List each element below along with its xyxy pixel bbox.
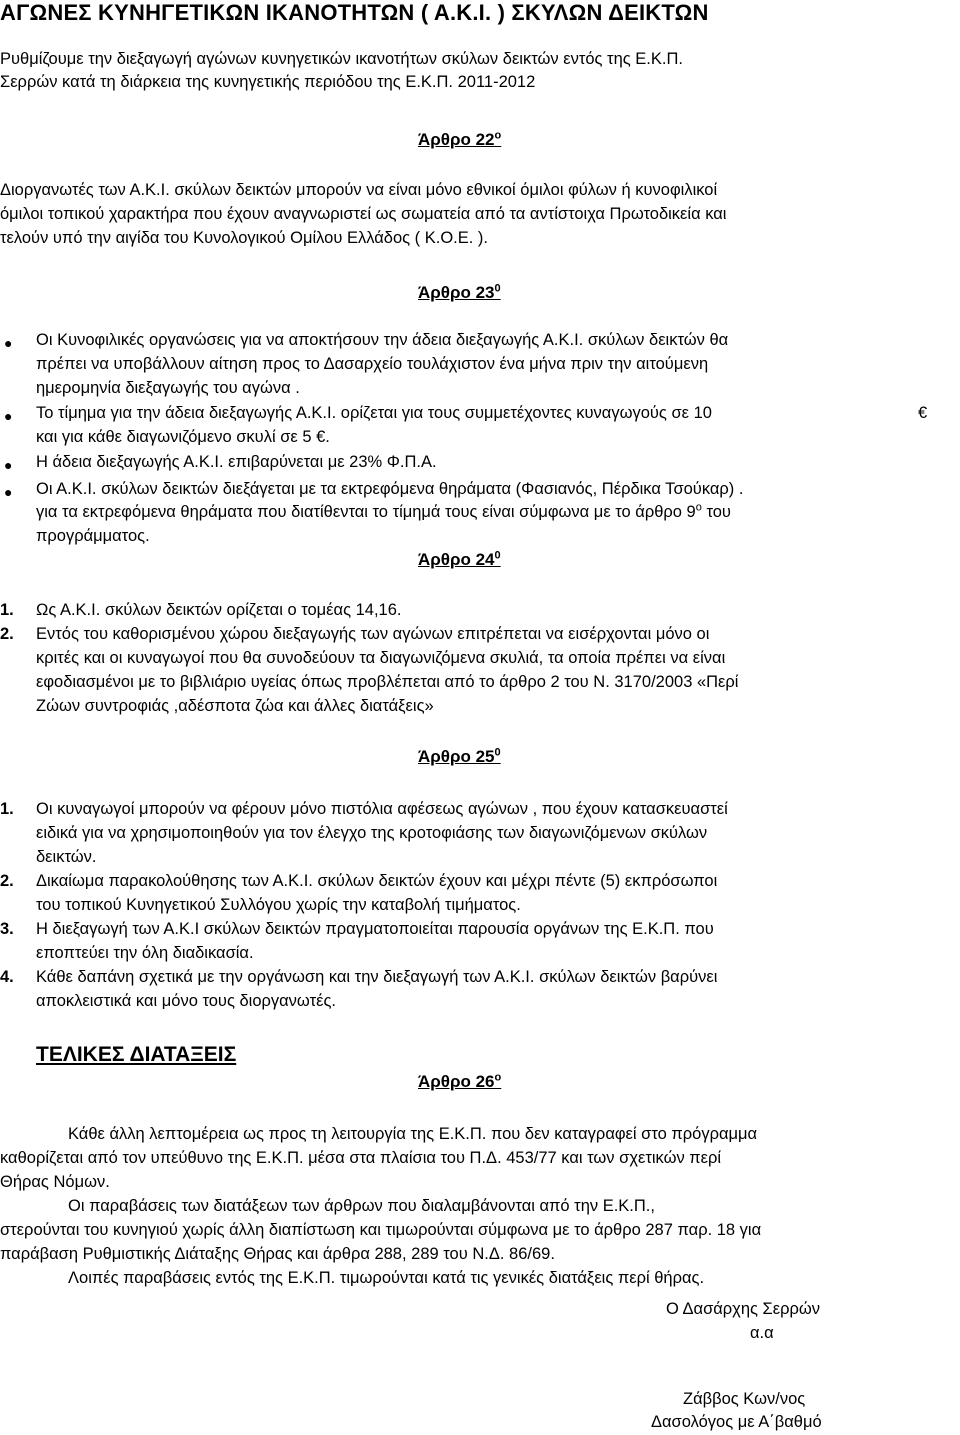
article-22-title: Άρθρο $22^o$ [418,129,502,149]
signature-aa: α.α [750,1324,774,1342]
article-26-title: Άρθρο $26^o$ [418,1071,502,1091]
document-page: ΑΓΩΝΕΣ ΚΥΝΗΓΕΤΙΚΩΝ ΙΚΑΝΟΤΗΤΩΝ ( Α.Κ.Ι. ) ΣΚΥΛΩΝ ΔΕΙΚΤΩΝ Ρυθμίζουμε την διεξαγωγή αγώνων κυνηγετικών ικανοτήτων σκύλων δεικτών εντός της Ε.Κ.Π. Σερρών κατά τη διάρκεια της κυνηγετικής περιόδου της Ε.Κ.Π. 2011-2012 Άρθρο $22^o$ Διοργανωτές των Α.Κ.Ι. σκύλων δεικτών μπορούν να είναι μόνο εθνικοί όμιλοι φύλων ή κυνοφιλικοί όμιλοι τοπικού χαρακτήρα που έχουν αναγνωριστεί ως σωματεία από τα αντίστοιχα Πρωτοδικεία και τελούν υπό την αιγίδα του Κυνολογικού Ομίλου Ελλάδος ( Κ.Ο.Ε. ). Άρθρο $23^0$ ● Οι Κυνοφιλικές οργανώσεις για να αποκτήσουν την άδεια διεξαγωγής Α.Κ.Ι. σκύλων δεικτών θα πρέπει να υποβάλλουν αίτηση προς το Δασαρχείο τουλάχιστον ένα μήνα πριν την αιτούμενη ημερομηνία διεξαγωγής του αγώνα . ● Το τίμημα για την άδεια διεξαγωγής Α.Κ.Ι. ορίζεται για τους συμμετέχοντες κυναγωγούς σε 10 € και για κάθε διαγωνιζόμενο σκυλί σε 5 €. ● Η άδεια διεξαγωγής Α.Κ.Ι. επιβαρύνεται με 23% Φ.Π.Α. ● Οι Α.Κ.Ι. σκύλων δεικτών διεξάγεται με τα εκτρεφόμενα θηράματα (Φασιανός, Πέρδικα Τσούκαρ) . για τα εκτρεφόμενα θηράματα που διατίθενται το τίμημά τους είναι σύμφωνα με το άρθρο $9^o$ του προγράμματος. Άρθρο $24^0$ 1. Ως Α.Κ.Ι. σκύλων δεικτών ορίζεται ο τομέας 14,16. 2. Εντός του καθορισμένου χώρου διεξαγωγής των αγώνων επιτρέπεται να εισέρχονται μόνο οι κριτές και οι κυναγωγοί που θα συνοδεύουν τα διαγωνιζόμενα σκυλιά, τα οποία πρέπει να είναι εφοδιασμένοι με το βιβλιάριο υγείας όπως προβλέπεται από το άρθρο 2 του Ν. 3170/2003 «Περί Ζώων συντροφιάς ,αδέσποτα ζώα και άλλες διατάξεις» Άρθρο $25^0$ 1. Οι κυναγωγοί μπορούν να φέρουν μόνο πιστόλια αφέσεως αγώνων , που έχουν κατασκευαστεί ειδικά για να χρησιμοποιηθούν για τον έλεγχο της κροτοφιάσης των διαγωνιζόμενων σκύλων δεικτών. 2. Δικαίωμα παρακολούθησης των Α.Κ.Ι. σκύλων δεικτών έχουν και μέχρι πέντε (5) εκπρόσωποι του τοπικού Κυνηγετικού Συλλόγου χωρίς την καταβολή τιμήματος. 3. Η διεξαγωγή των Α.Κ.Ι σκύλων δεικτών πραγματοποιείται παρουσία οργάνων της Ε.Κ.Π. που εποπτεύει την όλη διαδικασία. 4. Κάθε δαπάνη σχετικά με την οργάνωση και την διεξαγωγή των Α.Κ.Ι. σκύλων δεικτών βαρύνει αποκλειστικά και μόνο τους διοργανωτές. ΤΕΛΙΚΕΣ ΔΙΑΤΑΞΕΙΣ Άρθρο $26^o$ Κάθε άλλη λεπτομέρεια ως προς τη λειτουργία της Ε.Κ.Π. που δεν καταγραφεί στο πρόγραμμα καθορίζεται από τον υπεύθυνο της Ε.Κ.Π. μέσα στα πλαίσια του Π.Δ. 453/77 και των σχετικών περί Θήρας Νόμων. Οι παραβάσεις των διατάξεων των άρθρων που διαλαμβάνονται από την Ε.Κ.Π., στερούνται του κυνηγιού χωρίς άλλη διαπίστωση και τιμωρούνται σύμφωνα με το άρθρο 287 παρ. 18 για παράβαση Ρυθμιστικής Διάταξης Θήρας και άρθρα 288, 289 του Ν.Δ. 86/69. Λοιπές παραβάσεις εντός της Ε.Κ.Π. τιμωρούνται κατά τις γενικές διατάξεις περί θήρας. Ο Δασάρχης Σερρών α.α Ζάββος Κων/νος Δασολόγος με Α΄βαθμό [0,0,928,1431]
bullet-icon: ● [4,484,13,500]
bullet-icon: ● [4,457,13,473]
article-22-line-1: Διοργανωτές των Α.Κ.Ι. σκύλων δεικτών μπορούν να είναι μόνο εθνικοί όμιλοι φύλων ή κυνοφιλικοί [0,181,718,199]
article-25-title: Άρθρο $25^0$ [418,746,501,766]
bullet-icon: ● [4,408,13,424]
signature-org: Ο Δασάρχης Σερρών [666,1300,821,1318]
final-provisions-title: ΤΕΛΙΚΕΣ ΔΙΑΤΑΞΕΙΣ [36,1043,237,1066]
article-23-title: Άρθρο $23^0$ [418,282,501,302]
intro-line-2: Σερρών κατά τη διάρκεια της κυνηγετικής περιόδου της Ε.Κ.Π. 2011-2012 [0,73,536,91]
document-header: ΑΓΩΝΕΣ ΚΥΝΗΓΕΤΙΚΩΝ ΙΚΑΝΟΤΗΤΩΝ ( Α.Κ.Ι. ) ΣΚΥΛΩΝ ΔΕΙΚΤΩΝ [0,0,709,25]
intro-line-1: Ρυθμίζουμε την διεξαγωγή αγώνων κυνηγετικών ικανοτήτων σκύλων δεικτών εντός της Ε.Κ.Π. [0,50,683,68]
article-24-title: Άρθρο $24^0$ [418,549,501,569]
article-22-line-3: τελούν υπό την αιγίδα του Κυνολογικού Ομίλου Ελλάδος ( Κ.Ο.Ε. ). [0,229,488,247]
signature-name: Ζάββος Κων/νος [683,1390,806,1408]
signature-role: Δασολόγος με Α΄βαθμό [651,1413,822,1431]
bullet-icon: ● [4,335,13,351]
euro-sign: € [918,404,928,422]
article-22-line-2: όμιλοι τοπικού χαρακτήρα που έχουν αναγνωριστεί ως σωματεία από τα αντίστοιχα Πρωτοδικεία και [0,205,727,223]
article-23-bullet-4-line-2: για τα εκτρεφόμενα θηράματα που διατίθενται το τίμημά τους είναι σύμφωνα με το άρθρο $9^o$ του [36,501,731,521]
